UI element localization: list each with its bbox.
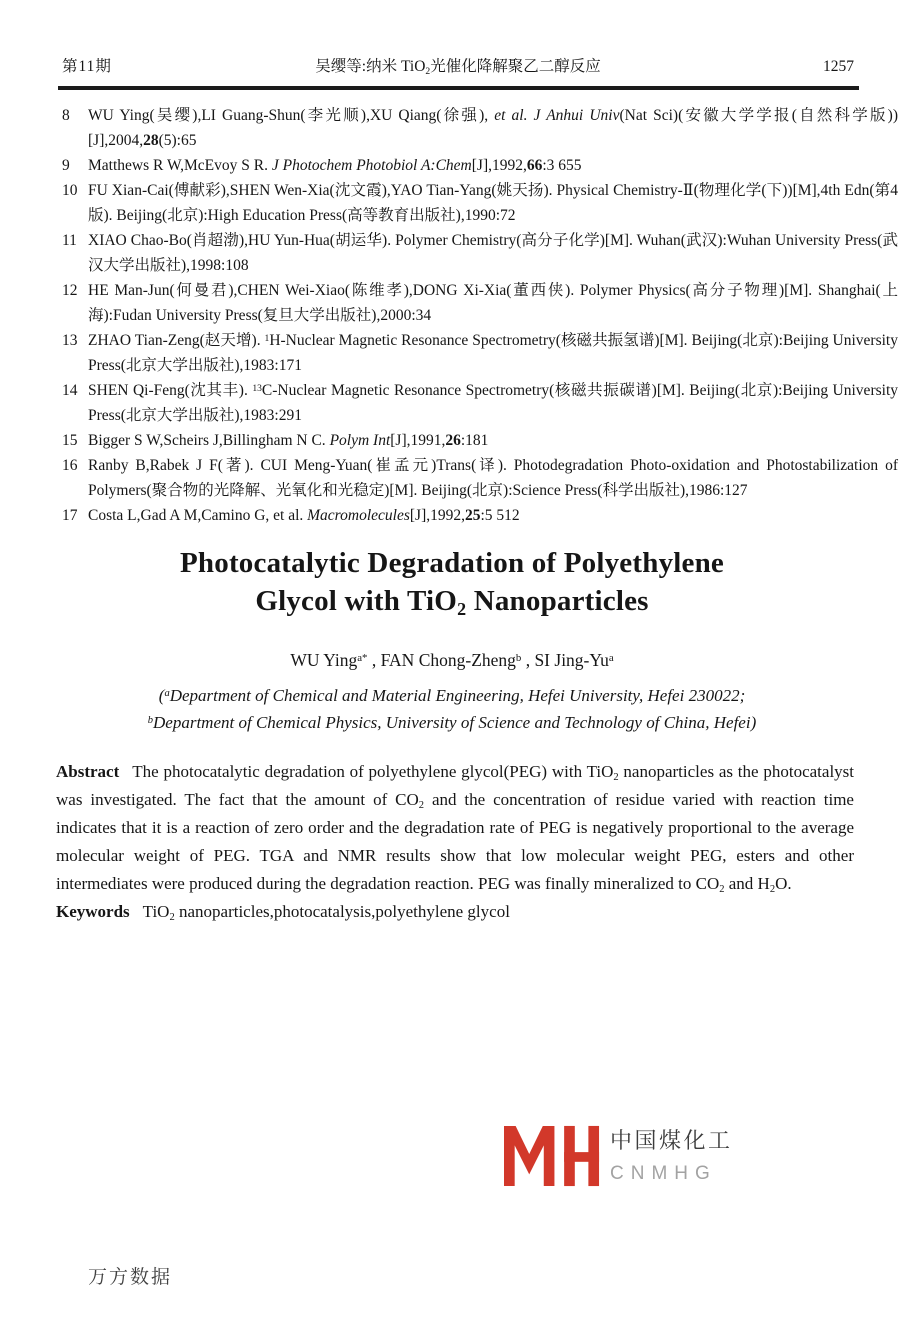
reference-number: 17: [62, 507, 78, 524]
abstract-text: The photocatalytic degradation of polyethylene glycol(PEG) with TiO$_2$ nanoparticles as the photocatalyst was investigated. The fact that the amount of $CO_2$ and the concentration of residue varied with reaction time indicates that it is a reaction of zero order and the degradation rate of PEG is negatively proportional to the average molecular weight of PEG. TGA and NMR results show that low molecular weight PEG, esters and other intermediates were produced during the degradation reaction. PEG was finally mineralized to $CO_2$ and $H_2O$.: [56, 762, 855, 896]
abstract-paragraph: [56, 758, 854, 898]
reference-item: [62, 453, 898, 503]
reference-item: [62, 228, 898, 278]
reference-text: FU Xian-Cai(傅献彩),SHEN Wen-Xia(沈文霞),YAO Tian-Yang(姚天扬). Physical Chemistry-Ⅱ(物理化学(下))[M],4th Edn(第4版). Beijing(北京):High Education Press(高等教育出版社),1990:72: [88, 182, 898, 224]
reference-text: WU Ying(吴缨),LI Guang-Shun(李光顺),XU Qiang(徐强), et al. J Anhui Univ(Nat Sci)(安徽大学学报(自然科学版))[J],2004,28(5):65: [88, 107, 898, 149]
reference-item: [62, 153, 898, 178]
page-header: [62, 54, 854, 76]
reference-text: Costa L,Gad A M,Camino G, et al. Macromolecules[J],1992,25:5 512: [88, 507, 520, 524]
reference-number: 9: [62, 157, 70, 174]
keywords-line: [56, 898, 854, 926]
header-issue: 第11期: [62, 58, 112, 75]
reference-item: [62, 428, 898, 453]
cnmhg-watermark: [504, 1124, 733, 1188]
header-rule: [58, 86, 859, 90]
affiliation-line-1: ($^a$Department of Chemical and Material Engineering, Hefei University, Hefei 230022;: [158, 686, 746, 705]
reference-number: 10: [62, 182, 78, 199]
reference-number: 16: [62, 457, 78, 474]
keywords-label: Keywords: [56, 902, 130, 921]
watermark-latin-text: CNMHG: [610, 1162, 717, 1184]
affiliations: [0, 682, 904, 736]
reference-number: 14: [62, 382, 78, 399]
reference-text: HE Man-Jun(何曼君),CHEN Wei-Xiao(陈维孝),DONG Xi-Xia(董西侠). Polymer Physics(高分子物理)[M]. Shanghai(上海):Fudan University Press(复旦大学出版社),2000:34: [88, 282, 898, 324]
reference-item: [62, 328, 898, 378]
reference-number: 13: [62, 332, 78, 349]
affiliation-line-2: $^b$Department of Chemical Physics, University of Science and Technology of China, Hefei): [147, 713, 757, 732]
article-title-line-1: Photocatalytic Degradation of Polyethylene: [180, 547, 724, 579]
header-running-title: 吴缨等:纳米 TiO$_2$光催化降解聚乙二醇反应: [315, 58, 601, 77]
watermark-text-block: [610, 1124, 733, 1185]
abstract-block: [56, 758, 854, 926]
reference-text: Matthews R W,McEvoy S R. J Photochem Photobiol A:Chem[J],1992,66:3 655: [88, 157, 582, 174]
cnmhg-logo-icon: [504, 1124, 601, 1188]
authors-line: WU Ying$^{a*}$ , FAN Chong-Zheng$^b$ , SI Jing-Yu$^a$: [290, 650, 614, 670]
abstract-label: Abstract: [56, 762, 120, 781]
reference-text: Bigger S W,Scheirs J,Billingham N C. Polym Int[J],1991,26:181: [88, 432, 489, 449]
wanfang-data-brand: 万方数据: [88, 1267, 173, 1288]
reference-text: Ranby B,Rabek J F(著). CUI Meng-Yuan(崔孟元)Trans(译). Photodegradation Photo-oxidation and Photostabilization of Polymers(聚合物的光降解、光氧化和光稳定)[M]. Beijing(北京):Science Press(科学出版社),1986:127: [88, 457, 898, 499]
reference-item: [62, 278, 898, 328]
watermark-red-line: [610, 1157, 723, 1160]
article-title: [0, 544, 904, 620]
references-list: [62, 103, 898, 528]
article-title-line-2: Glycol with TiO$_2$ Nanoparticles: [255, 585, 649, 620]
reference-number: 15: [62, 432, 78, 449]
reference-text: XIAO Chao-Bo(肖超渤),HU Yun-Hua(胡运华). Polymer Chemistry(高分子化学)[M]. Wuhan(武汉):Wuhan University Press(武汉大学出版社),1998:108: [88, 232, 898, 274]
reference-item: [62, 503, 898, 528]
reference-number: 11: [62, 232, 77, 249]
reference-text: SHEN Qi-Feng(沈其丰). $^{13}$C-Nuclear Magnetic Resonance Spectrometry(核磁共振碳谱)[M]. Beijing(北京):Beijing University Press(北京大学出版社),1983:291: [88, 382, 898, 424]
header-page-number: 1257: [823, 58, 854, 75]
keywords-text: TiO$_2$ nanoparticles,photocatalysis,polyethylene glycol: [142, 902, 510, 924]
reference-text: ZHAO Tian-Zeng(赵天增). $^1$H-Nuclear Magnetic Resonance Spectrometry(核磁共振氢谱)[M]. Beijing(北京):Beijing University Press(北京大学出版社),1983:171: [88, 332, 898, 374]
reference-item: [62, 103, 898, 153]
reference-number: 8: [62, 107, 70, 124]
watermark-chinese-text: 中国煤化工: [610, 1128, 733, 1153]
reference-item: [62, 178, 898, 228]
reference-number: 12: [62, 282, 78, 299]
reference-item: [62, 378, 898, 428]
